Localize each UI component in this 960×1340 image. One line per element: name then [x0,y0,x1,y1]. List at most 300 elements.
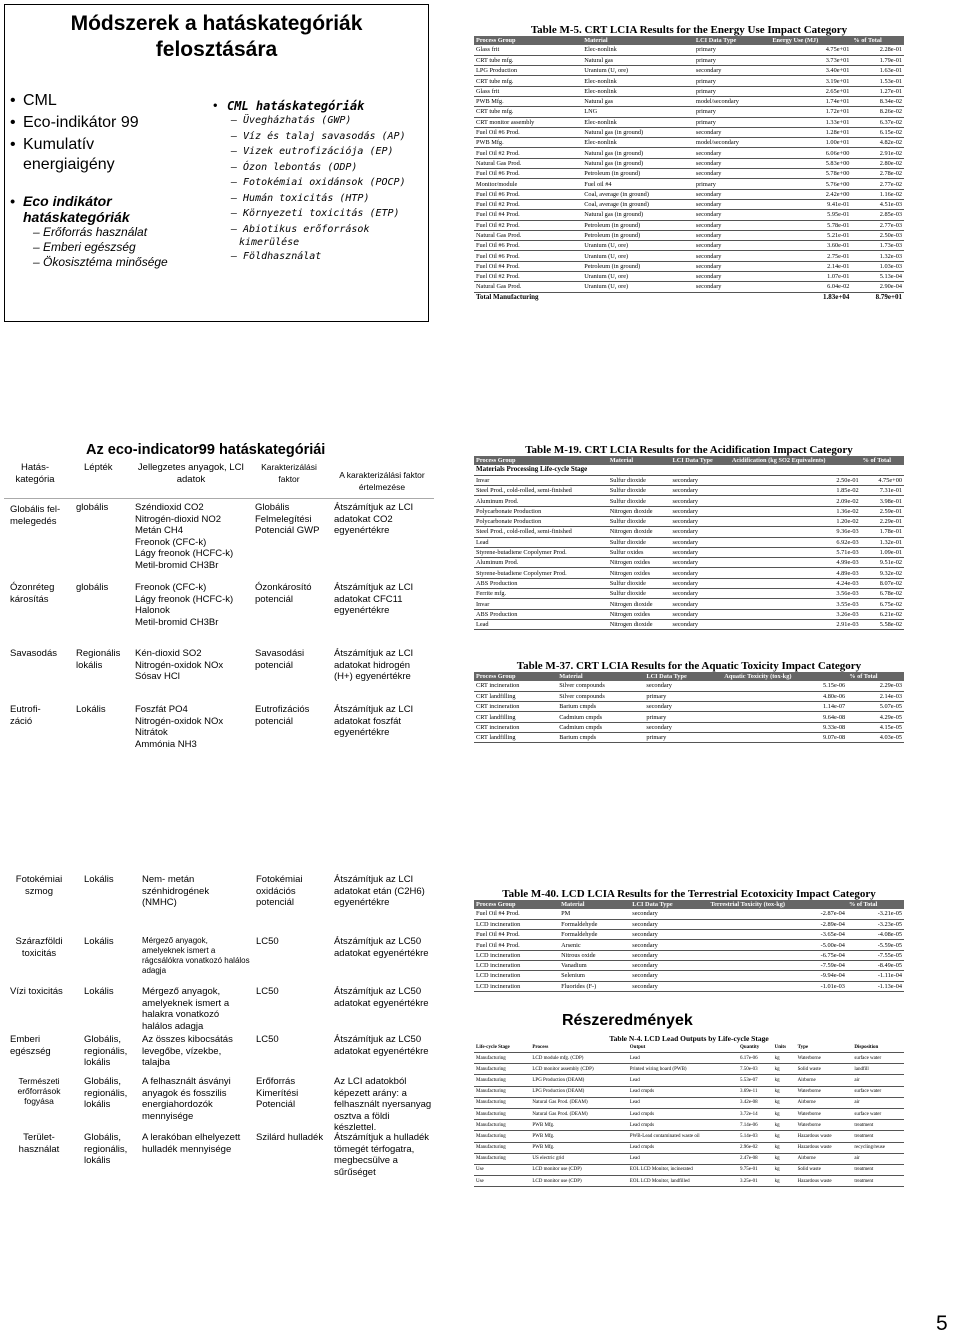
table-cell: secondary [630,950,708,960]
table-cell: 2.29e-01 [861,516,904,526]
table-cell: Nitrogen dioxide [608,506,671,516]
table-cell: -4.08e-05 [847,930,904,940]
table-cell: 9.33e-08 [722,722,847,732]
table-cell: air [852,1097,904,1108]
table-cell: CRT landfilling [474,691,557,701]
total-value: 1.83e+04 [823,293,850,302]
substances: A lerakóban elhelyezett hulladék mennyisége [142,1132,241,1155]
table-cell: Manufacturing [474,1142,530,1153]
table-cell: Fuel Oil #4 Prod. [474,930,559,940]
table-cell: secondary [694,158,770,168]
table-cell: 1.07e-01 [770,272,851,282]
table-cell: secondary [644,722,722,732]
table-cell: kg [773,1075,796,1086]
category: Természeti erőforrások fogyása [17,1076,61,1106]
table-cell: secondary [630,930,708,940]
table-cell: 8.26e-02 [851,107,904,117]
table-cell: 9.64e-08 [722,712,847,722]
cml-item: – Víz és talaj savasodás (AP) [231,130,406,142]
table-cell: secondary [671,589,730,599]
substances: Mérgező anyagok, amelyeknek ismert a halakra vonatkozó halálos adagja [142,986,230,1032]
table-cell: LCD monitor use (CDP) [530,1164,627,1175]
table-cell: ABS Production [474,609,608,619]
table-cell: Solid waste [796,1164,853,1175]
table-row [474,1131,904,1142]
table-cell: 1.36e-02 [730,506,861,516]
table-cell: 1.73e-03 [851,241,904,251]
table-cell: Styrene-butadiene Copolymer Prod. [474,568,608,578]
substance: Sósav HCl [135,671,180,682]
table-cell: -9.94e-04 [708,971,846,981]
table-cell: PM [559,909,630,919]
table-row [474,568,904,578]
table-row [474,1097,904,1108]
table-cell: Fuel Oil #4 Prod. [474,261,582,271]
table-cell: LPG Production (DEAM) [530,1086,627,1097]
table-row [474,251,904,261]
table-cell: ABS Production [474,578,608,588]
table-cell: Hazardous waste [796,1142,853,1153]
table-cell: CRT incineration [474,722,557,732]
table-row [474,589,904,599]
table-row [474,609,904,619]
category: Fotokémiai szmog [15,874,63,897]
table-cell: primary [694,45,770,55]
table-cell: -3.23e-05 [847,919,904,929]
table-cell: kg [773,1097,796,1108]
table-cell: Manufacturing [474,1064,530,1075]
factor: Savasodási potenciál [255,648,305,671]
table-cell: Manufacturing [474,1120,530,1131]
table-cell: 4.03e-05 [847,732,904,742]
substance: Lágy freonok (HCFC-k) [135,593,234,605]
table-cell: Petroleum (in ground) [582,169,694,179]
table-cell: Hazardous waste [796,1131,853,1142]
table-cell: CRT landfilling [474,732,557,742]
table-cell: secondary [671,599,730,609]
table-cell: 1.78e-01 [861,527,904,537]
col-header: % of Total [851,36,904,45]
table-cell: -5.00e-04 [708,940,846,950]
table-row [474,86,904,96]
table-cell: 3.40e+01 [770,66,851,76]
method-item-cont: energiaigény [23,156,115,173]
table-row [474,930,904,940]
table-cell: EOL LCD Monitor, incinerated [628,1164,738,1175]
table-cell: 4.99e-03 [730,558,861,568]
table-cell: PWB Mfg. [474,138,582,148]
table-cell: primary [694,107,770,117]
table-cell: Ferrite mfg. [474,589,608,599]
category: Szárazföldi toxicitás [15,936,63,959]
table-cell: Fluorides (F-) [559,981,630,991]
table-cell: 2.14e-03 [847,691,904,701]
acidification-table [474,456,904,630]
table-row [474,1120,904,1131]
cml-item: – Abiotikus erőforrások [231,223,370,235]
table-row [474,96,904,106]
table-cell: treatment [852,1120,904,1131]
table-cell: 3.26e-03 [730,609,861,619]
table-cell: primary [694,55,770,65]
table-cell: Sulfur dioxide [608,516,671,526]
table-cell: treatment [852,1164,904,1175]
table-cell: 9.41e-01 [770,199,851,209]
table-cell: -8.49e-05 [847,960,904,970]
meaning: Átszámítjuk az LCI adatokat etán (C2H6) egyenértékre [334,874,425,908]
slide-title [5,11,428,63]
table-row [474,230,904,240]
table-row [474,127,904,137]
table-cell: recycling/reuse [852,1142,904,1153]
table-m5 [474,24,904,324]
table-cell: 5.58e-02 [861,619,904,629]
col-header: % of Total [861,456,904,465]
eco-sub: – Erőforrás használat [33,225,148,239]
table-cell: 2.09e-02 [730,496,861,506]
table-cell: Fuel Oil #6 Prod. [474,241,582,251]
table-cell: Formaldehyde [559,930,630,940]
table-cell: Sulfur dioxide [608,589,671,599]
table-cell: LCD incineration [474,950,559,960]
table-cell: 2.85e-03 [851,210,904,220]
table-row [474,950,904,960]
table-row [474,189,904,199]
table-cell: Nitrogen dioxide [608,527,671,537]
table-cell: secondary [671,578,730,588]
table-cell: secondary [630,960,708,970]
substances [135,582,247,628]
table-row [474,971,904,981]
table-cell: 5.21e-01 [770,230,851,240]
table-cell: 2.59e-01 [861,506,904,516]
table-cell: secondary [694,66,770,76]
table-cell: Coal, average (in ground) [582,199,694,209]
table-cell: 4.29e-05 [847,712,904,722]
table-cell: 9.32e-02 [861,568,904,578]
scale: globális [76,582,109,593]
table-cell: air [852,1153,904,1164]
factor: Erőforrás Kimerítési Potenciál [256,1076,299,1110]
table-row [474,960,904,970]
table-cell: LPG Production [474,66,582,76]
table-cell: 9.51e-02 [861,558,904,568]
table-cell: kg [773,1086,796,1097]
aquatic-table [474,672,904,743]
meaning: Átszámítjuk az LCI adatokat CO2 egyenértékre [334,502,414,536]
table-cell: model/secondary [694,138,770,148]
cml-item: – Földhasználat [231,251,322,262]
scale: globális [76,502,109,513]
table-cell: Elec-nonlink [582,45,694,55]
table-cell: 5.13e-04 [851,272,904,282]
table-cell: -3.65e-04 [708,930,846,940]
table-cell: surface water [852,1086,904,1097]
table-cell: kg [773,1108,796,1119]
factor: LC50 [256,986,279,997]
table-cell: secondary [671,558,730,568]
eco-sub: – Emberi egészség [33,240,136,254]
table-cell: secondary [694,220,770,230]
table-cell: 1.74e+01 [770,96,851,106]
energy-table [474,36,904,302]
substances: Nem- metán szénhidrogének (NMHC) [142,874,210,908]
table-n4 [474,1034,904,1194]
table-row [474,681,904,691]
scale: Lokális [84,986,114,997]
table-row [474,282,904,292]
table-cell: 3.72e-14 [738,1108,773,1119]
table-m19 [474,444,904,654]
table-cell: 5.83e+00 [770,158,851,168]
substance: Lágy freonok (HCFC-k) Metil-bromid CH3Br [135,548,234,571]
table-cell: Use [474,1164,530,1175]
factor: LC50 [256,1034,279,1045]
table-cell: secondary [671,619,730,629]
table-row [474,537,904,547]
title-line-2: felosztására [155,38,278,61]
table-row [474,1164,904,1175]
table-row [474,107,904,117]
substance: Metil-bromid CH3Br [135,616,219,628]
col-header: Process [530,1043,627,1053]
table-cell: Lead [474,619,608,629]
table-cell: 2.80e-02 [851,158,904,168]
table-cell: secondary [671,506,730,516]
substance: Freonok (CFC-k) [135,536,207,548]
table-cell: Natural gas (in ground) [582,210,694,220]
table-cell: -2.89e-04 [708,919,846,929]
table-cell: Manufacturing [474,1053,530,1064]
table-cell: LCD monitor assembly (CDP) [530,1064,627,1075]
table-cell: Natural gas (in ground) [582,127,694,137]
table-cell: Lead cmpds [628,1142,738,1153]
table-cell: primary [644,732,722,742]
scale: Globális, regionális, lokális [84,1076,128,1110]
table-cell: secondary [671,475,730,485]
table-cell: Styrene-butadiene Copolymer Prod. [474,547,608,557]
substance: Kén-dioxid SO2 [135,648,202,659]
table-row [474,599,904,609]
slide-title: Az eco-indicator99 hatáskategóriái [86,442,326,458]
table-cell: 1.03e-03 [851,261,904,271]
meaning: Átszámítjuk az LCI adatokat hidrogén (H+) egyenértékre [334,648,414,682]
table-cell: 2.77e-02 [851,179,904,189]
table-cell: Sulfur dioxide [608,578,671,588]
table-cell: kg [773,1164,796,1175]
cml-item: – Környezeti toxicitás (ETP) [231,208,400,219]
table-cell: Coal, average (in ground) [582,189,694,199]
col-header: LCI Data Type [644,672,722,681]
table-cell: secondary [644,681,722,691]
table-cell: Cadmium cmpds [557,722,644,732]
table-cell: 5.76e+00 [770,179,851,189]
col-header: Aquatic Toxicity (tox-kg) [722,672,847,681]
col-header: A karakterizálási faktor értelmezése [339,470,425,492]
table-cell: Fuel oil #4 [582,179,694,189]
table-cell: Uranium (U, ore) [582,241,694,251]
table-caption: Table M-5. CRT LCIA Results for the Energy Use Impact Category [530,24,848,36]
table-cell: secondary [671,527,730,537]
col-header: Material [608,456,671,465]
table-cell: LPG Production (DEAM) [530,1075,627,1086]
table-cell: Nitrogen dioxide [608,619,671,629]
table-cell: secondary [671,547,730,557]
factor: Szilárd hulladék [256,1132,324,1143]
col-header: Process Group [474,672,557,681]
table-cell: Lead [628,1053,738,1064]
table-cell: Fuel Oil #4 Prod. [474,909,559,919]
table-cell: Fuel Oil #2 Prod. [474,272,582,282]
table-cell: 5.14e-03 [738,1131,773,1142]
eco-sub: – Ökosisztéma minősége [33,255,168,269]
slide-eco-indicator [4,440,434,760]
scale: Globális, regionális, lokális [84,1034,128,1068]
table-cell: Vanadium [559,960,630,970]
col-header: LCI Data Type [630,900,708,909]
table-row [474,1053,904,1064]
table-cell: Elec-nonlink [582,117,694,127]
table-caption: Table M-19. CRT LCIA Results for the Acidification Impact Category [525,444,853,456]
col-header: Life-cycle Stage [474,1043,530,1053]
table-cell: 5.07e-05 [847,702,904,712]
table-cell: secondary [694,282,770,292]
table-cell: 2.47e-08 [738,1153,773,1164]
table-cell: Manufacturing [474,1097,530,1108]
table-cell: 5.53e-07 [738,1075,773,1086]
table-cell: Hazardous waste [796,1176,853,1187]
table-row [474,506,904,516]
table-cell: secondary [630,919,708,929]
factor: Globális Felmelegítési Potenciál GWP [255,502,320,536]
table-cell: Natural gas (in ground) [582,158,694,168]
partial-results-label: Részeredmények [562,1012,693,1029]
table-cell: Fuel Oil #6 Prod. [474,127,582,137]
table-cell: kg [773,1142,796,1153]
scale: Lokális [84,936,114,947]
table-cell: 6.92e-03 [730,537,861,547]
lead-outputs-table [474,1043,904,1187]
table-cell: 3.60e-01 [770,241,851,251]
table-cell: LCD module mfg. (CDP) [530,1053,627,1064]
table-row [474,55,904,65]
table-row [474,619,904,629]
table-m40 [474,888,904,1008]
table-row [474,1086,904,1097]
col-header: Type [796,1043,853,1053]
table-cell: 1.72e+01 [770,107,851,117]
meaning: Átszámítjuk az LC50 adatokat egyenértékre [334,1034,429,1057]
table-row [474,558,904,568]
table-cell: Solid waste [796,1064,853,1075]
category: Emberi egészség [10,1034,51,1057]
table-cell: LCD monitor use (CDP) [530,1176,627,1187]
col-header: Disposition [852,1043,904,1053]
table-cell: 1.00e+01 [770,138,851,148]
table-cell: -5.59e-05 [847,940,904,950]
table-cell: Sulfur dioxide [608,537,671,547]
table-cell: secondary [671,516,730,526]
table-cell: secondary [694,169,770,179]
table-row [474,496,904,506]
table-cell: Manufacturing [474,1075,530,1086]
table-cell: Elec-nonlink [582,86,694,96]
table-row [474,712,904,722]
table-cell: PWB Mfg. [530,1131,627,1142]
table-row [474,547,904,557]
meaning: Átszámítjuk az LCI adatokat foszfát egyenértékre [334,704,414,738]
table-row [474,117,904,127]
table-cell: Glass frit [474,45,582,55]
table-cell: secondary [694,210,770,220]
substance: Ammónia NH3 [135,738,197,750]
meaning: Átszámítjuk az LC50 adatokat egyenértékre [334,936,429,959]
table-cell: secondary [630,909,708,919]
table-m37 [474,660,904,760]
table-cell: secondary [671,568,730,578]
table-cell: 1.20e-02 [730,516,861,526]
cml-list [227,99,427,265]
table-cell: Invar [474,599,608,609]
table-cell: PWB Mfg. [474,96,582,106]
table-cell: primary [644,712,722,722]
table-cell: secondary [694,251,770,261]
table-cell: secondary [644,702,722,712]
table-row [474,486,904,496]
eco-heading-2: hatáskategóriák [23,209,130,225]
table-cell: 2.96e-02 [738,1142,773,1153]
table-cell: Fuel Oil #2 Prod. [474,148,582,158]
meaning: Átszámítjuk az LC50 adatokat egyenértékre [334,986,429,1009]
table-cell: Printed wiring board (PWB) [628,1064,738,1075]
table-cell: Waterborne [796,1120,853,1131]
table-cell: 5.78e-01 [770,220,851,230]
table-cell: secondary [694,261,770,271]
table-cell: 4.24e-03 [730,578,861,588]
table-cell: 3.42e-08 [738,1097,773,1108]
substance: Nitrogén-oxidok NOx [135,659,224,671]
table-cell: EOL LCD Monitor, landfilled [628,1176,738,1187]
table-cell: Fuel Oil #2 Prod. [474,199,582,209]
table-row [474,1153,904,1164]
table-cell: Sulfur dioxide [608,496,671,506]
table-row [474,169,904,179]
table-cell: 6.75e-02 [861,599,904,609]
table-cell: Natural Gas Prod. [474,158,582,168]
table-row [474,66,904,76]
table-cell: Nitrous oxide [559,950,630,960]
title-line-1: Módszerek a hatáskategóriák [70,12,363,35]
table-row [474,1176,904,1187]
table-row [474,179,904,189]
table-cell: CRT tube mfg. [474,55,582,65]
table-cell: 6.17e-06 [738,1053,773,1064]
category: Globális fel-melegedés [10,504,61,527]
table-cell: -7.59e-04 [708,960,846,970]
table-cell: Cadmium cmpds [557,712,644,722]
table-cell: Fuel Oil #6 Prod. [474,251,582,261]
table-cell: Airborne [796,1153,853,1164]
table-cell: 3.19e+01 [770,76,851,86]
table-cell: 2.77e-03 [851,220,904,230]
table-cell: Petroleum (in ground) [582,261,694,271]
table-cell: Sulfur dioxide [608,486,671,496]
table-cell: landfill [852,1064,904,1075]
table-caption: Table M-40. LCD LCIA Results for the Terrestrial Ecotoxicity Impact Category [502,888,876,900]
table-cell: 1.79e-01 [851,55,904,65]
table-caption: Table N-4. LCD Lead Outputs by Life-cycle Stage [609,1034,769,1043]
table-cell: model/secondary [694,96,770,106]
